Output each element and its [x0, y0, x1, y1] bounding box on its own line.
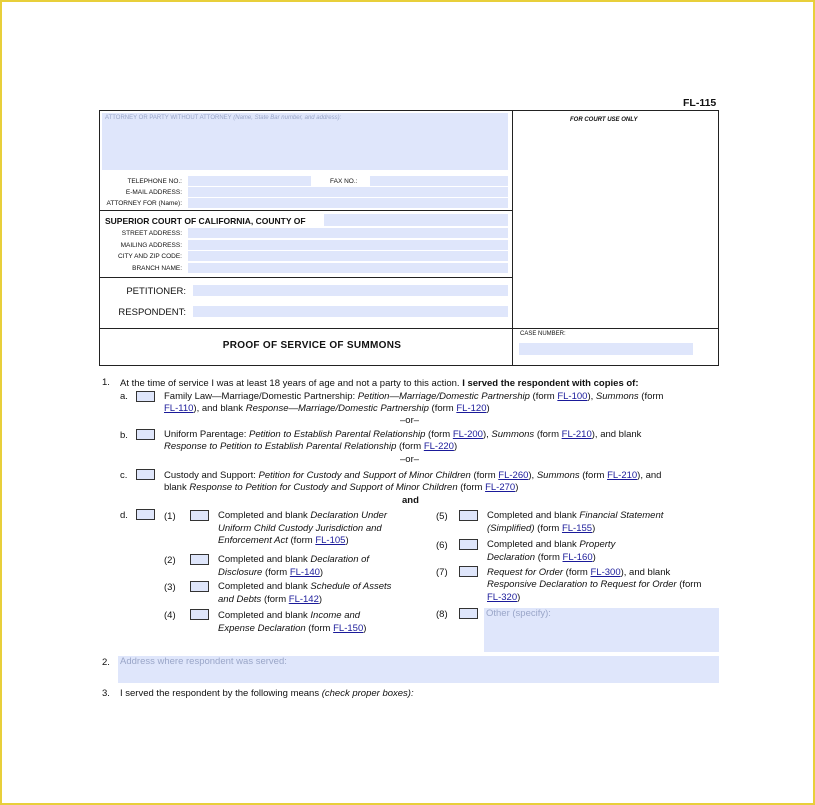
item1b-checkbox[interactable] [136, 429, 155, 440]
item1d-6-checkbox[interactable] [459, 539, 478, 550]
item1d-7-text: Request for Order (form FL-300), and blank Responsive Declaration to Request for Order (form FL-320) [487, 567, 702, 603]
mailing-field[interactable] [188, 240, 508, 250]
or-separator-1: –or– [400, 415, 420, 426]
item1c-letter: c. [120, 470, 128, 481]
fax-field[interactable] [370, 176, 508, 186]
petitioner-label: PETITIONER: [126, 286, 186, 297]
item1d-4-text: Completed and blank Income and Expense Declaration (form FL-150) [218, 610, 367, 634]
city-label: CITY AND ZIP CODE: [117, 253, 182, 260]
other-specify-label: Other (specify): [486, 608, 551, 619]
item1d-5-number: (5) [436, 511, 448, 522]
item1d-5-text: Completed and blank Financial Statement (Simplified) (form FL-155) [487, 510, 664, 534]
item1a-line1: Family Law—Marriage/Domestic Partnership: Petition—Marriage/Domestic Partnership (form FL-100), Summons (form [164, 391, 664, 402]
item2-number: 2. [102, 657, 110, 668]
item1c-line2: blank Response to Petition for Custody and Support of Minor Children (form FL-270) [164, 482, 519, 493]
item1d-2-checkbox[interactable] [190, 554, 209, 565]
item1d-1-number: (1) [164, 511, 176, 522]
item3-text: I served the respondent by the following means (check proper boxes): [120, 688, 414, 699]
petitioner-field[interactable] [193, 285, 508, 296]
attorney-label: ATTORNEY OR PARTY WITHOUT ATTORNEY (Name, State Bar number, and address): [105, 115, 342, 121]
item1a-letter: a. [120, 391, 128, 402]
street-field[interactable] [188, 228, 508, 238]
item1d-7-checkbox[interactable] [459, 566, 478, 577]
item1a-line2: FL-110), and blank Response—Marriage/Domestic Partnership (form FL-120) [164, 403, 490, 414]
court-use-label: FOR COURT USE ONLY [570, 117, 638, 123]
email-field[interactable] [188, 187, 508, 197]
respondent-label: RESPONDENT: [118, 307, 186, 318]
item1d-4-number: (4) [164, 610, 176, 621]
county-field[interactable] [324, 214, 508, 226]
item1d-2-text: Completed and blank Declaration of Disclosure (form FL-140) [218, 554, 370, 578]
item1d-8-checkbox[interactable] [459, 608, 478, 619]
item1d-2-number: (2) [164, 555, 176, 566]
item1-number: 1. [102, 377, 110, 388]
attorney-for-field[interactable] [188, 198, 508, 208]
item1d-letter: d. [120, 510, 128, 521]
item1d-1-text: Completed and blank Declaration Under Uniform Child Custody Jurisdiction and Enforcement Act (form FL-105) [218, 510, 387, 546]
item1c-checkbox[interactable] [136, 469, 155, 480]
attorney-field[interactable] [102, 113, 508, 170]
branch-field[interactable] [188, 263, 508, 273]
attorney-for-label: ATTORNEY FOR (Name): [106, 200, 182, 207]
item1d-8-number: (8) [436, 609, 448, 620]
case-number-label: CASE NUMBER: [520, 331, 566, 337]
court-use-box [512, 110, 719, 329]
item1d-6-text: Completed and blank Property Declaration (form FL-160) [487, 539, 616, 563]
item1c-line1: Custody and Support: Petition for Custody and Support of Minor Children (form FL-260), Summons (form FL-210), and [164, 470, 662, 481]
email-label: E-MAIL ADDRESS: [125, 189, 182, 196]
item1d-7-number: (7) [436, 567, 448, 578]
item1-text: At the time of service I was at least 18 years of age and not a party to this action. I served the respondent with copies of: [120, 378, 639, 389]
or-separator-2: –or– [400, 454, 420, 465]
street-label: STREET ADDRESS: [121, 230, 182, 237]
item1d-3-number: (3) [164, 582, 176, 593]
item1b-letter: b. [120, 430, 128, 441]
item1a-checkbox[interactable] [136, 391, 155, 402]
mailing-label: MAILING ADDRESS: [120, 242, 182, 249]
served-address-label: Address where respondent was served: [120, 656, 287, 667]
branch-label: BRANCH NAME: [132, 265, 182, 272]
city-field[interactable] [188, 251, 508, 261]
item1d-6-number: (6) [436, 540, 448, 551]
telephone-label: TELEPHONE NO.: [127, 178, 182, 185]
item1d-checkbox[interactable] [136, 509, 155, 520]
item1b-line2: Response to Petition to Establish Parental Relationship (form FL-220) [164, 441, 458, 452]
case-number-field[interactable] [519, 343, 693, 355]
telephone-field[interactable] [188, 176, 311, 186]
court-label: SUPERIOR COURT OF CALIFORNIA, COUNTY OF [105, 216, 306, 226]
item1d-5-checkbox[interactable] [459, 510, 478, 521]
form-id: FL-115 [683, 97, 717, 109]
document-title: PROOF OF SERVICE OF SUMMONS [222, 340, 402, 351]
respondent-field[interactable] [193, 306, 508, 317]
item1d-3-text: Completed and blank Schedule of Assets and Debts (form FL-142) [218, 581, 392, 605]
item1d-3-checkbox[interactable] [190, 581, 209, 592]
item3-number: 3. [102, 688, 110, 699]
item1b-line1: Uniform Parentage: Petition to Establish Parental Relationship (form FL-200), Summons (form FL-210), and blank [164, 429, 642, 440]
and-separator: and [402, 495, 419, 506]
item1d-4-checkbox[interactable] [190, 609, 209, 620]
item1d-1-checkbox[interactable] [190, 510, 209, 521]
fax-label: FAX NO.: [330, 178, 358, 185]
